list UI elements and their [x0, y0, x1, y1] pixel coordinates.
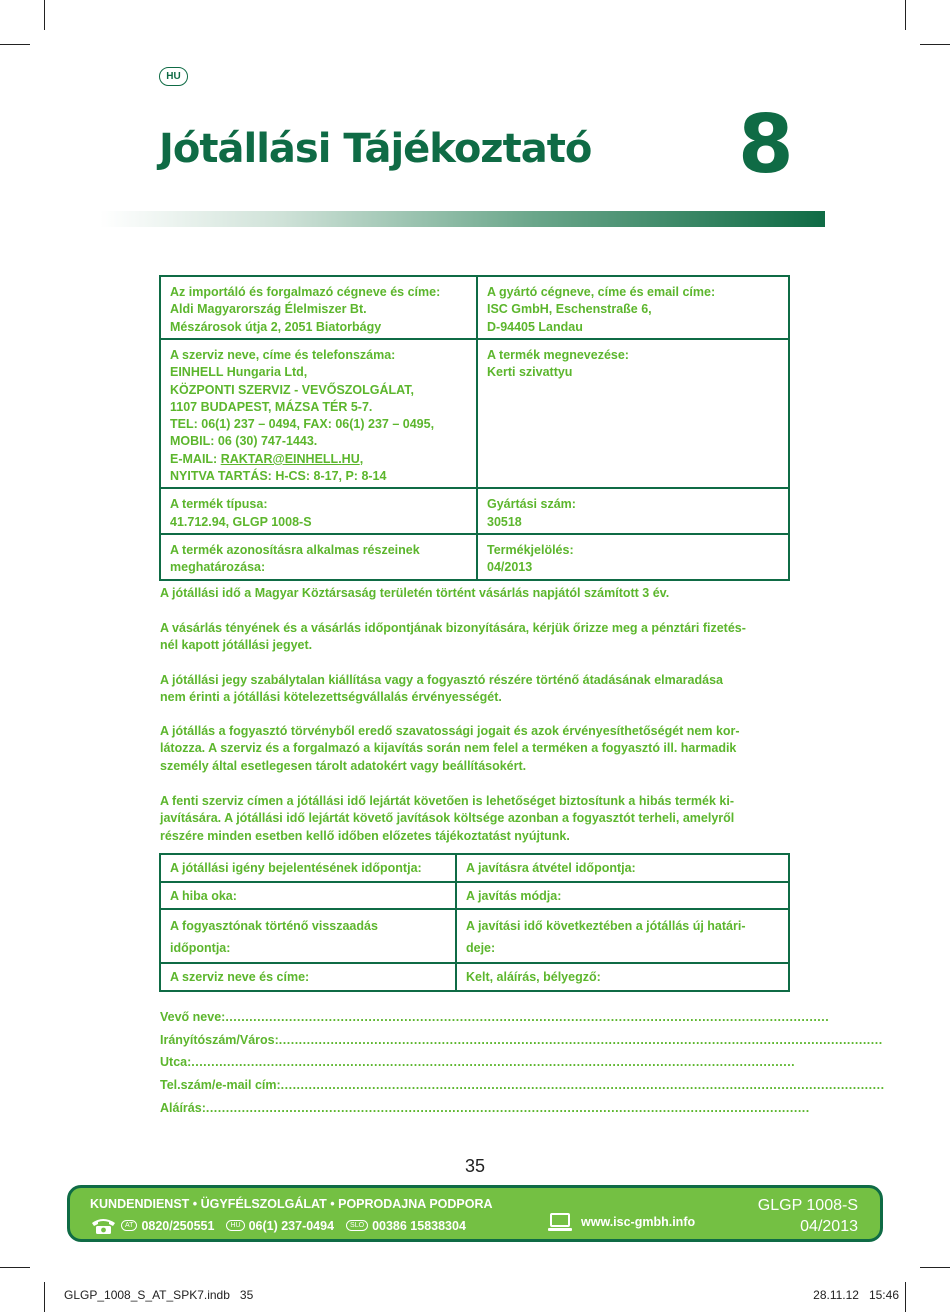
buyer-name-row — [160, 1006, 830, 1029]
crop-mark — [905, 0, 906, 30]
print-slug-file: GLGP_1008_S_AT_SPK7.indb 35 — [64, 1288, 254, 1302]
product-type-cell — [160, 488, 477, 534]
phone-number[interactable]: 0820/250551 — [141, 1218, 215, 1233]
country-code-badge: AT — [121, 1220, 137, 1231]
importer-line: Mészárosok útja 2, 2051 Biatorbágy — [170, 319, 382, 334]
buyer-city-field[interactable]: ........................................................................................................................................................ — [278, 1032, 883, 1047]
paragraph-line: nem érinti a jótállási kötelezettségvállalás érvényességét. — [160, 690, 502, 705]
paragraph-line: A jótállás a fogyasztó törvényből eredő szavatossági jogait és azok érvényesíthetőségét nem kor- — [160, 724, 740, 738]
manufacturer-line: D-94405 Landau — [487, 319, 583, 334]
importer-label: Az importáló és forgalmazó cégneve és címe: — [170, 285, 441, 299]
phone-at — [121, 1219, 214, 1233]
footer-model-info — [758, 1195, 858, 1237]
paragraph-consumer-rights — [160, 723, 792, 775]
claim-cell: A javításra átvétel időpontja: — [456, 854, 789, 882]
buyer-street-label: Utca: — [160, 1055, 192, 1070]
service-email-prefix: E-MAIL: — [170, 451, 221, 466]
country-code-badge: HU — [226, 1220, 244, 1231]
serial-cell — [477, 488, 789, 534]
buyer-contact-row — [160, 1074, 885, 1097]
product-name-label: A termék megnevezése: — [487, 348, 629, 362]
manufacturer-label: A gyártó cégneve, címe és email címe: — [487, 285, 716, 299]
buyer-contact-label: Tel.szám/e-mail cím: — [160, 1078, 281, 1093]
claim-cell: Kelt, aláírás, bélyegző: — [456, 963, 789, 991]
chapter-number: 8 — [738, 98, 794, 191]
paragraph-post-warranty — [160, 793, 792, 845]
paragraph-proof-of-purchase — [160, 620, 792, 655]
model-date: 04/2013 — [800, 1218, 858, 1235]
phone-hu — [226, 1219, 334, 1233]
footer-phones — [90, 1217, 478, 1234]
product-name-cell — [477, 339, 789, 488]
product-name: Kerti szivattyu — [487, 365, 573, 380]
crop-mark — [920, 44, 950, 45]
crop-mark — [44, 1282, 45, 1312]
product-marking: 04/2013 — [487, 560, 533, 575]
footer-services: KUNDENDIENST • ÜGYFÉLSZOLGÁLAT • POPRODAJNA PODPORA — [90, 1197, 493, 1211]
model-name: GLGP 1008-S — [757, 1197, 858, 1214]
buyer-details-form — [160, 1006, 885, 1120]
paragraph-warranty-period — [160, 585, 792, 602]
buyer-signature-row — [160, 1097, 810, 1120]
crop-mark — [920, 1267, 950, 1268]
buyer-city-label: Irányítószám/Város: — [160, 1032, 279, 1047]
buyer-name-field[interactable]: ........................................................................................................................................................ — [225, 1009, 830, 1024]
service-line: TEL: 06(1) 237 – 0494, FAX: 06(1) 237 – 0495, — [170, 417, 435, 432]
paragraph-irregular-issue — [160, 672, 792, 707]
claim-cell: A javítás módja: — [456, 882, 789, 909]
serial-label: Gyártási szám: — [487, 497, 576, 512]
crop-mark — [0, 44, 30, 45]
paragraph-line: A fenti szerviz címen a jótállási idő lejártát követően is lehetőséget biztosítunk a hibás termék ki- — [160, 794, 735, 808]
paragraph-line: részére minden esetben kellő időben előzetes tájékoztatást nyújtunk. — [160, 828, 570, 843]
phone-slo — [346, 1219, 466, 1233]
telephone-icon — [90, 1217, 117, 1234]
buyer-signature-label: Aláírás: — [160, 1100, 206, 1115]
buyer-street-row — [160, 1052, 796, 1075]
service-email-line — [170, 451, 467, 468]
phone-number[interactable]: 06(1) 237-0494 — [248, 1218, 335, 1233]
identification-label: A termék azonosításra alkalmas részeinek — [170, 542, 420, 557]
marking-label: Termékjelölés: — [487, 542, 574, 557]
website-link[interactable]: www.isc-gmbh.info — [581, 1215, 696, 1229]
warranty-claim-table — [159, 853, 790, 992]
importer-cell — [160, 276, 477, 339]
paragraph-line: nél kapott jótállási jegyet. — [160, 638, 313, 653]
paragraph-line: A jótállási jegy szabálytalan kiállítása vagy a fogyasztó részére történő átadásának elmaradása — [160, 673, 723, 687]
buyer-contact-field[interactable]: ........................................................................................................................................................ — [280, 1078, 885, 1093]
service-line: EINHELL Hungaria Ltd, — [170, 365, 308, 380]
page-number: 35 — [464, 1156, 486, 1176]
manufacturer-line: ISC GmbH, Eschenstraße 6, — [487, 302, 652, 317]
crop-mark — [44, 0, 45, 30]
paragraph-line: A vásárlás tényének és a vásárlás időpontjának bizonyítására, kérjük őrizze meg a pénztári fizetés- — [160, 621, 746, 635]
service-label: A szerviz neve, címe és telefonszáma: — [170, 348, 396, 362]
manufacturer-cell — [477, 276, 789, 339]
claim-cell: A szerviz neve és címe: — [160, 963, 456, 991]
importer-line: Aldi Magyarország Élelmiszer Bt. — [170, 302, 367, 317]
claim-cell: A fogyasztónak történő visszaadás időpontja: — [160, 909, 456, 963]
service-email-suffix: , — [359, 451, 364, 466]
crop-mark — [0, 1267, 30, 1268]
marking-cell — [477, 534, 789, 580]
identification-label-cont: meghatározása: — [170, 560, 266, 575]
paragraph-line: javítására. A jótállási idő lejártát követő javítások költsége azonban a fogyasztót terheli, amelyről — [160, 811, 735, 826]
claim-cell: A javítási idő következtében a jótállás új határi- deje: — [456, 909, 789, 963]
footer-website — [548, 1212, 695, 1232]
buyer-city-row — [160, 1029, 883, 1052]
country-code-badge: SLO — [346, 1220, 368, 1231]
language-badge: HU — [159, 67, 188, 86]
product-type-label: A termék típusa: — [170, 497, 268, 512]
identification-cell — [160, 534, 477, 580]
service-cell — [160, 339, 477, 488]
service-line: 1107 BUDAPEST, MÁZSA TÉR 5-7. — [170, 399, 373, 414]
paragraph-line: látozza. A szerviz és a forgalmazó a kijavítás során nem felel a terméken a fogyasztó ill. harmadik — [160, 741, 737, 756]
paragraph-line: A jótállási idő a Magyar Köztársaság területén történt vásárlás napjától számított 3 év. — [160, 586, 670, 600]
product-type: 41.712.94, GLGP 1008-S — [170, 514, 312, 529]
paragraph-line: személy által esetlegesen tárolt adatokért vagy beállításokért. — [160, 758, 527, 773]
buyer-street-field[interactable]: ........................................................................................................................................................ — [191, 1055, 796, 1070]
claim-cell: A jótállási igény bejelentésének időpontja: — [160, 854, 456, 882]
service-hours: NYITVA TARTÁS: H-CS: 8-17, P: 8-14 — [170, 469, 387, 484]
print-slug-timestamp: 28.11.12 15:46 — [813, 1288, 899, 1302]
service-line: MOBIL: 06 (30) 747-1443. — [170, 434, 318, 449]
claim-cell: A hiba oka: — [160, 882, 456, 909]
warranty-info-table — [159, 275, 790, 581]
crop-mark — [905, 1282, 906, 1312]
customer-service-footer — [67, 1185, 883, 1242]
page-title: Jótállási Tájékoztató — [159, 126, 592, 172]
header-gradient-bar — [100, 211, 825, 227]
serial-number: 30518 — [487, 514, 522, 529]
phone-number[interactable]: 00386 15838304 — [372, 1218, 466, 1233]
service-email-link[interactable]: RAKTAR@EINHELL.HU — [220, 451, 360, 466]
buyer-name-label: Vevő neve: — [160, 1009, 226, 1024]
buyer-signature-field[interactable]: ........................................................................................................................................................ — [205, 1100, 810, 1115]
laptop-icon — [548, 1212, 572, 1232]
service-line: KÖZPONTI SZERVIZ - VEVŐSZOLGÁLAT, — [170, 382, 414, 397]
